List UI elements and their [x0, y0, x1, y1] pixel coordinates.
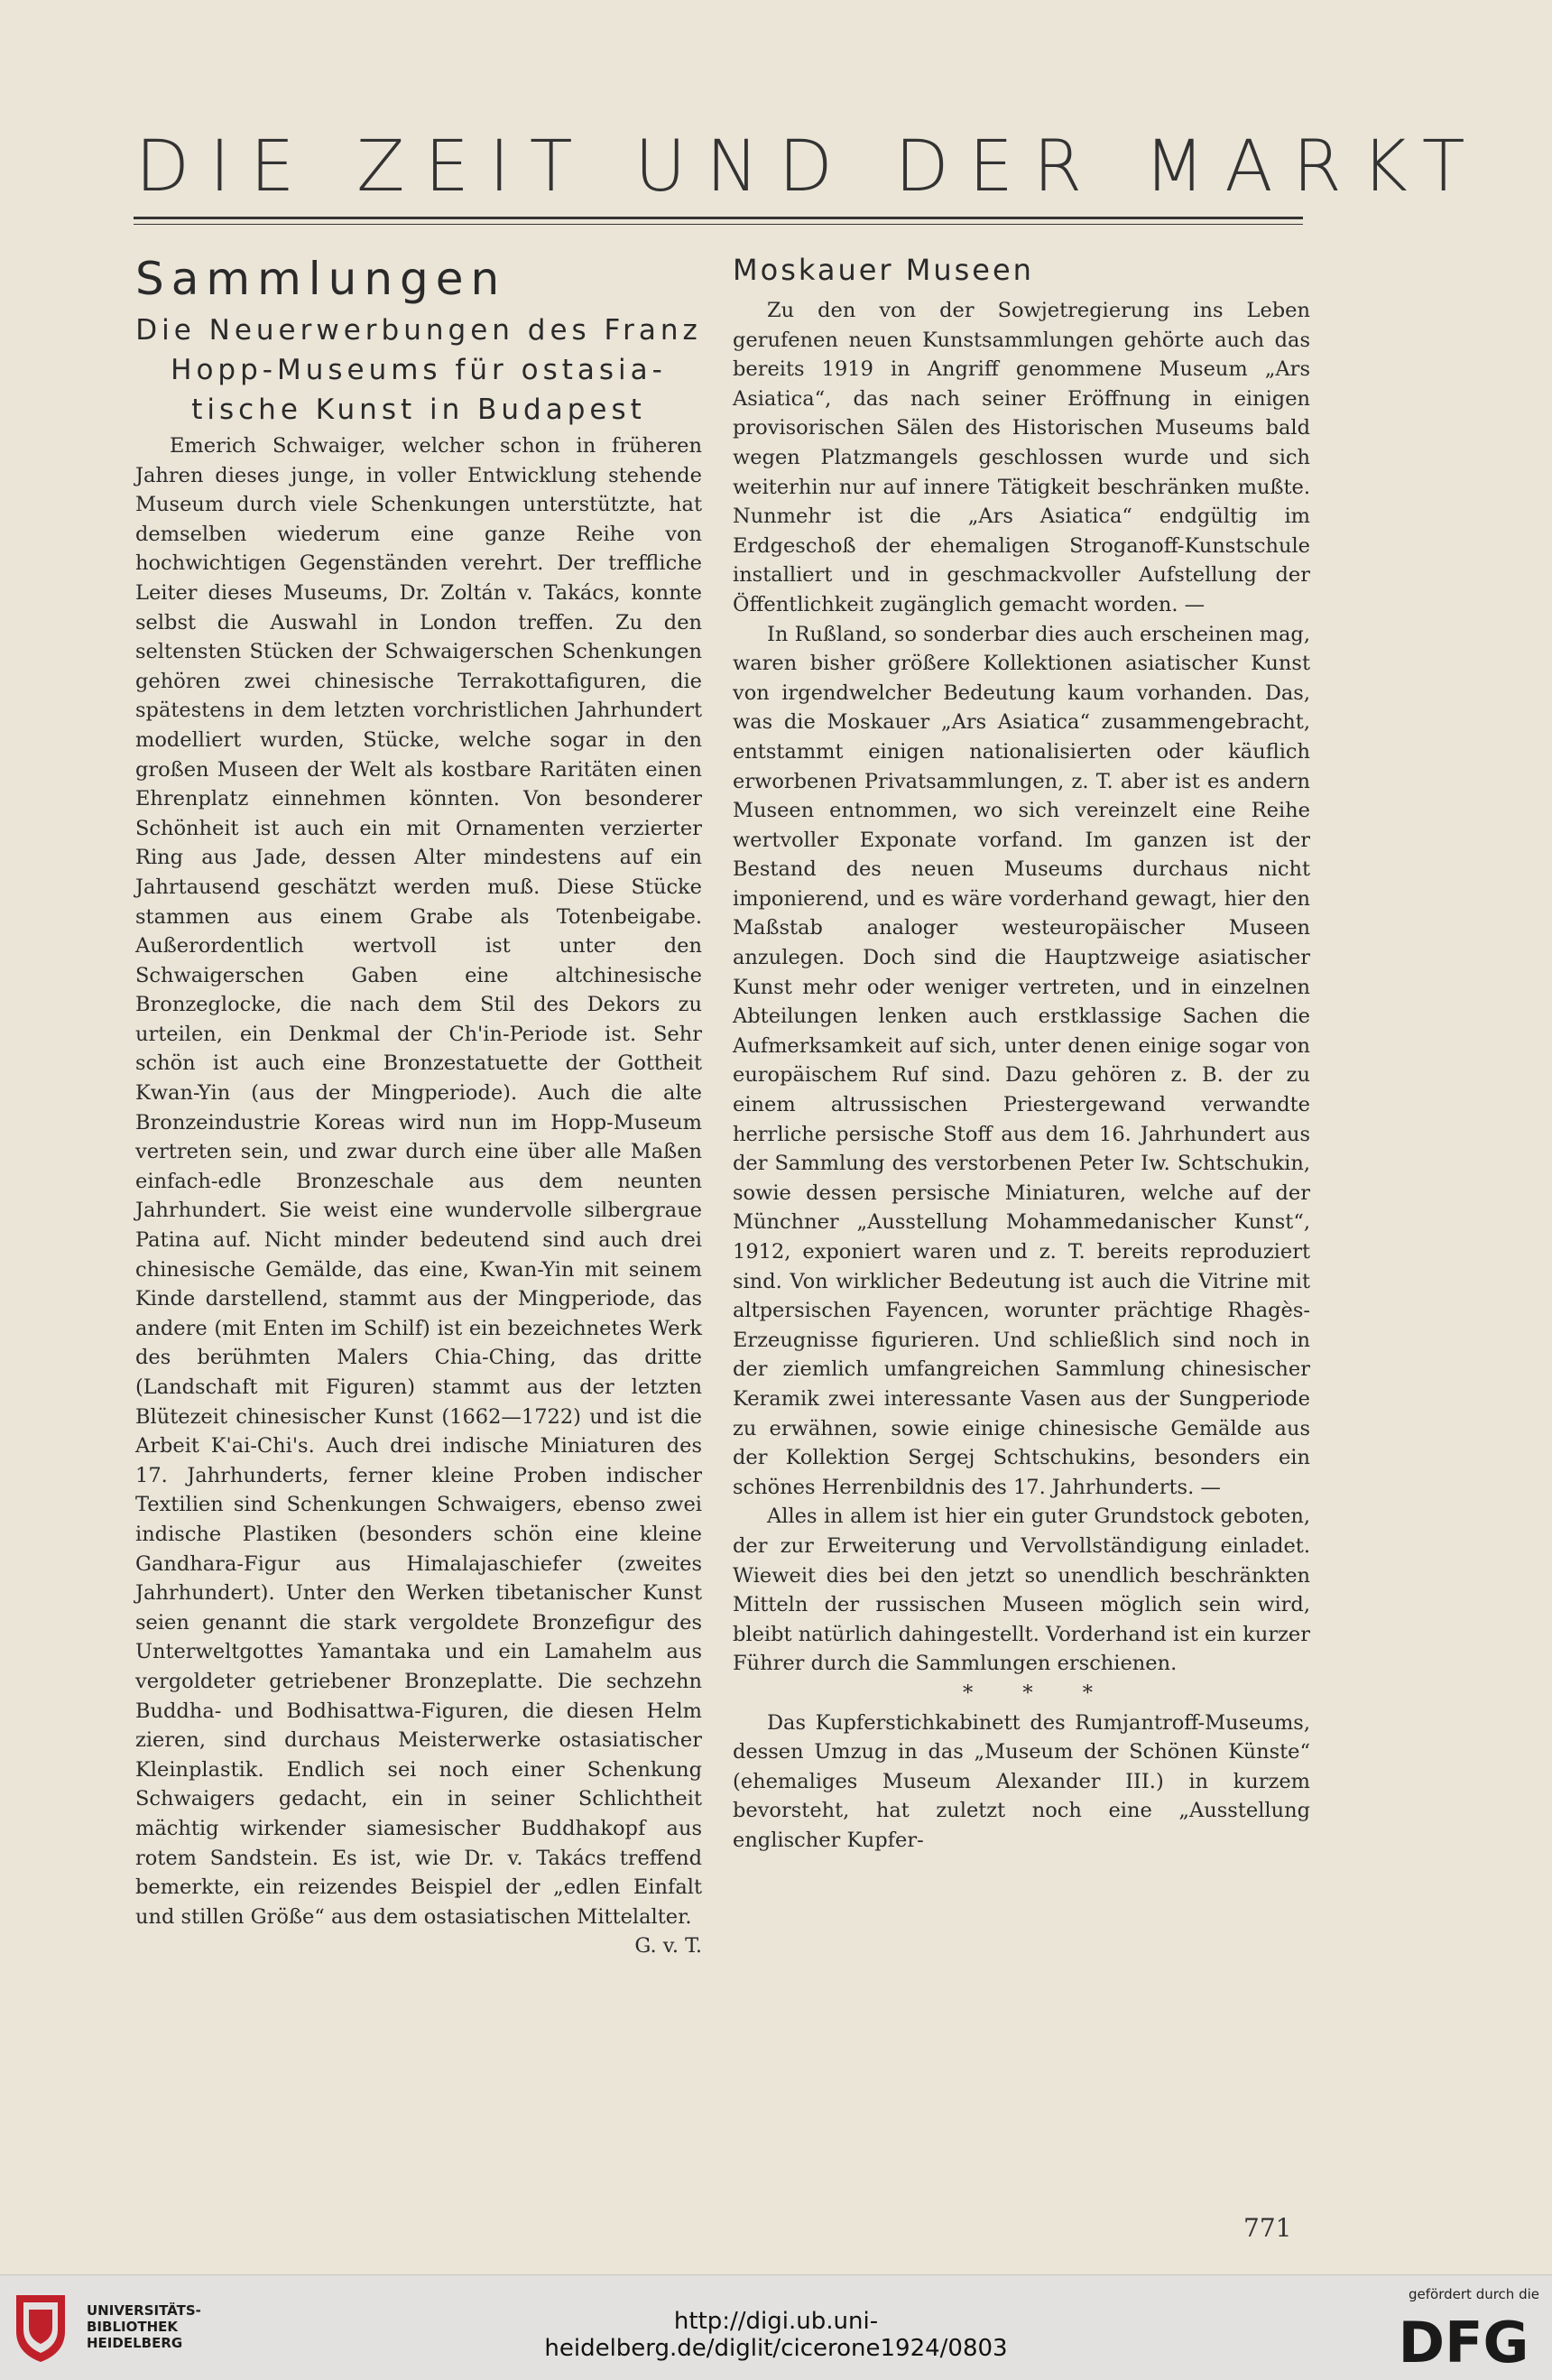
article-paragraph: Das Kupferstichkabinett des Rumjantroff-Museums, dessen Umzug in das „Museum der Schönen Künste“ (ehemaliges Museum Alexander III.) in kurzem bevorsteht, hat zuletzt noch eine „Ausstellung englischer Kupfer- — [733, 1710, 1310, 1852]
page-number: 771 — [1243, 2213, 1292, 2243]
left-column — [135, 244, 702, 1961]
funder-label: gefördert durch die — [1409, 2286, 1539, 2302]
viewer-footer — [0, 2274, 1552, 2380]
article-subtitle-line-3: tische Kunst in Budapest — [191, 394, 646, 426]
article-paragraph: Alles in allem ist hier ein guter Grundstock geboten, der zur Erweiterung und Vervollständigung einladet. Wieweit dies bei den jetzt so unendlich beschränkten Mitteln der russischen Museen möglich sein wird, bleibt natürlich dahingestellt. Vorderhand ist ein kurzer Führer durch die Sammlungen erschienen. — [733, 1505, 1310, 1676]
library-name-line: UNIVERSITÄTS- — [87, 2302, 201, 2319]
permalink-url[interactable]: http://digi.ub.uni-heidelberg.de/diglit/cicerone1924/0803 — [544, 2308, 1008, 2362]
header-rule-thick — [134, 217, 1303, 219]
running-title: DIE ZEIT UND DER MARKT — [135, 126, 1485, 208]
right-column — [733, 244, 1310, 1855]
article-paragraph: Emerich Schwaiger, welcher schon in früheren Jahren dieses junge, in voller Entwicklung stehende Museum durch viele Schenkungen unterstützte, hat demselben wiederum eine ganze Reihe von hochwichtigen Gegenständen verehrt. Der treffliche Leiter dieses Museums, Dr. Zoltán v. Takács, konnte selbst die Auswahl in London treffen. Zu den seltensten Stücken der Schwaigerschen Schenkungen gehören zwei chinesische Terrakottafiguren, die spätestens in dem letzten vorchristlichen Jahrhundert modelliert wurden, Stücke, welche sogar in den großen Museen der Welt als kostbare Raritäten einen Ehrenplatz einnehmen könnten. Von besonderer Schönheit ist auch ein mit Ornamenten verzierter Ring aus Jade, dessen Alter mindestens auf ein Jahrtausend geschätzt werden muß. Diese Stücke stammen aus einem Grabe als Totenbeigabe. Außerordentlich wertvoll ist unter den Schwaigerschen Gaben eine altchinesische Bronzeglocke, die nach dem Stil des Dekors zu urteilen, ein Denkmal der Ch'in-Periode ist. Sehr schön ist auch eine Bronzestatuette der Gottheit Kwan-Yin (aus der Mingperiode). Auch die alte Bronzeindustrie Koreas wird nun im Hopp-Museum vertreten sein, und zwar durch eine über alle Maßen einfach-edle Bronzeschale aus dem neunten Jahrhundert. Sie weist eine wundervolle silbergraue Patina auf. Nicht minder bedeutend sind auch drei chinesische Gemälde, das eine, Kwan-Yin mit seinem Kinde darstellend, stammt aus der Mingperiode, das andere (mit Enten im Schilf) ist ein bezeichnetes Werk des berühmten Malers Chia-Ching, das dritte (Landschaft mit Figuren) stammt aus der letzten Blütezeit chinesischer Kunst (1662—1722) und ist die Arbeit K'ai-Chi's. Auch drei indische Miniaturen des 17. Jahrhunderts, ferner kleine Proben indischer Textilien sind Schenkungen Schwaigers, ebenso zwei indische Plastiken (besonders schön eine kleine Gandhara-Figur aus Himalajaschiefer (zweites Jahrhundert). Unter den Werken tibetanischer Kunst seien genannt die stark vergoldete Bronzefigur des Unterweltgottes Yamantaka und ein Lamahelm aus vergoldeter getriebener Bronzeplatte. Die sechzehn Buddha- und Bodhisattwa-Figuren, die diesen Helm zieren, sind durchaus Meisterwerke ostasiatischer Kleinplastik. Endlich sei noch einer Schenkung Schwaigers gedacht, ein in seiner Schlichtheit mächtig wirkender siamesischer Buddhakopf aus rotem Sandstein. Es ist, wie Dr. v. Takács treffend bemerkte, ein reizendes Beispiel der „edlen Einfalt und stillen Größe“ aus dem ostasiatischen Mittelalter. — [135, 434, 702, 1929]
article-paragraph: In Rußland, so sonderbar dies auch erscheinen mag, waren bisher größere Kollektionen asiatischer Kunst von irgendwelcher Bedeutung kaum vorhanden. Das, was die Moskauer „Ars Asiatica“ zusammengebracht, entstammt einigen nationalisierten oder käuflich erworbenen Privatsammlungen, z. T. aber ist es andern Museen entnommen, wo sich vereinzelt eine Reihe wertvoller Exponate vorfand. Im ganzen ist der Bestand des neuen Museums durchaus nicht imponierend, und es wäre vorderhand gewagt, hier den Maßstab analoger westeuropäischer Museen anzulegen. Doch sind die Hauptzweige asiatischer Kunst mehr oder weniger vertreten, und in einzelnen Abteilungen lenken auch erstklassige Sachen die Aufmerksamkeit auf sich, unter denen einige sogar von europäischem Ruf sind. Dazu gehören z. B. der zu einem altrussischen Priestergewand verwandte herrliche persische Stoff aus dem 16. Jahrhundert aus der Sammlung des verstorbenen Peter Iw. Schtschukin, sowie dessen persische Miniaturen, welche auf der Münchner „Ausstellung Mohammedanischer Kunst“, 1912, exponiert waren und z. T. bereits reproduziert sind. Von wirklicher Bedeutung ist auch die Vitrine mit altpersischen Fayencen, worunter prächtige Rhagès-Erzeugnisse figurieren. Und schließlich sind noch in der ziemlich umfangreichen Sammlung chinesischer Keramik zwei interessante Vasen aus der Sungperiode zu erwähnen, sowie einige chinesische Gemälde aus der Kollektion Sergej Schtschukins, besonders ein schönes Herrenbildnis des 17. Jahrhunderts. — — [733, 622, 1310, 1499]
header-rule-thin — [134, 224, 1303, 225]
library-name — [87, 2302, 201, 2351]
article-paragraph: Zu den von der Sowjetregierung ins Leben gerufenen neuen Kunstsammlungen gehörte auch das bereits 1919 in Angriff genommene Museum „Ars Asiatica“, das nach seiner Eröffnung in einigen provisorischen Sälen des Historischen Museums bald wegen Platzmangels geschlossen wurde und sich weiterhin nur auf innere Tätigkeit beschränken mußte. Nunmehr ist die „Ars Asiatica“ endgültig im Erdgeschoß der ehemaligen Stroganoff-Kunstschule installiert und in geschmackvoller Aufstellung der Öffentlichkeit zugänglich gemacht worden. — — [733, 299, 1310, 616]
library-name-line: BIBLIOTHEK — [87, 2319, 178, 2335]
dfg-logo-text: DFG — [1398, 2311, 1529, 2371]
library-name-line: HEIDELBERG — [87, 2335, 183, 2351]
article-subtitle-line-1: Die Neuerwerbungen des Franz — [135, 314, 702, 347]
signature: G. v. T. — [634, 1934, 702, 1959]
section-title: Sammlungen — [135, 253, 507, 305]
dfg-logo-icon — [1391, 2311, 1536, 2371]
article-heading: Moskauer Museen — [733, 253, 1034, 287]
section-separator: * * * — [962, 1681, 1115, 1705]
university-library-logo-icon — [13, 2290, 69, 2366]
article-subtitle-line-2: Hopp-Museums für ostasia- — [171, 354, 667, 386]
